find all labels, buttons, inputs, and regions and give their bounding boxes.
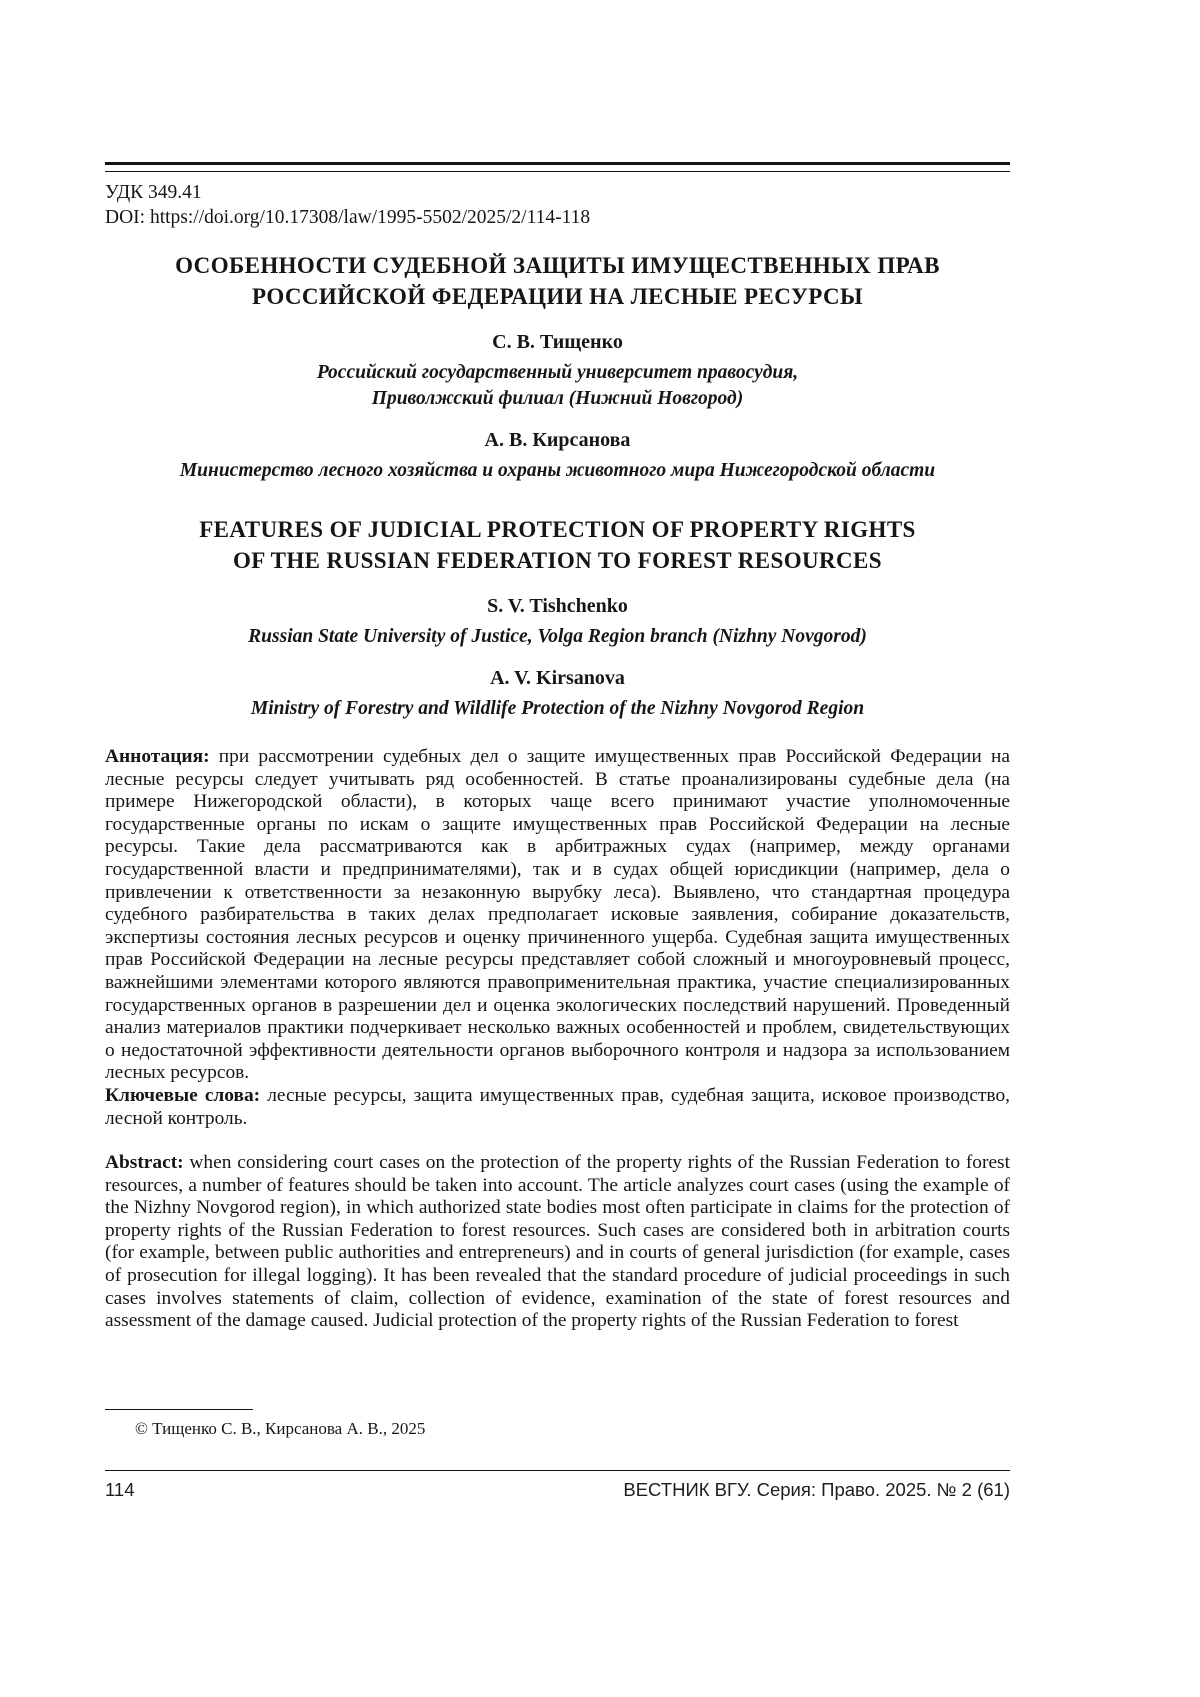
author-en-2: A. V. Kirsanova	[490, 667, 625, 689]
article-meta	[105, 180, 1010, 230]
author-ru-1: С. В. Тищенко	[492, 331, 623, 353]
abstract-en-text: when considering court cases on the protection of the property rights of the Russian Federation to forest resources, a number of features should be taken into account. The article analyzes court cases (using the example of the Nizhny Novgorod region), in which authorized state bodies most often participate in claims for the protection of property rights of the Russian Federation to forest resources. Such cases are considered both in arbitration courts (for example, between public authorities and entrepreneurs) and in courts of general jurisdiction (for example, cases of prosecution for illegal logging). It has been revealed that the standard procedure of judicial proceedings in such cases involves statements of claim, collection of evidence, examination of the state of forest resources and assessment of the damage caused. Judicial protection of the property rights of the Russian Federation to forest	[105, 1152, 1010, 1332]
article-title-en: FEATURES OF JUDICIAL PROTECTION OF PROPERTY RIGHTS OF THE RUSSIAN FEDERATION TO FOREST RESOURCES	[199, 517, 916, 573]
affiliation-ru-1: Российский государственный университет правосудия, Приволжский филиал (Нижний Новгород)	[316, 362, 799, 409]
keywords-ru	[105, 1085, 1010, 1130]
affiliation-ru-2: Министерство лесного хозяйства и охраны животного мира Нижегородской области	[179, 460, 936, 481]
affiliation-en-1: Russian State University of Justice, Volga Region branch (Nizhny Novgorod)	[248, 626, 867, 647]
author-en-1: S. V. Tishchenko	[487, 595, 628, 617]
copyright-footnote	[105, 1399, 1010, 1440]
keywords-ru-text: лесные ресурсы, защита имущественных прав, судебная защита, исковое производство, лесной контроль.	[105, 1084, 1010, 1129]
abstract-ru-text: при рассмотрении судебных дел о защите имущественных прав Российской Федерации на лесные ресурсы следует учитывать ряд особенностей. В статье проанализированы судебные дела (на примере Нижегородской области), в которых чаще всего принимают участие уполномоченные государственные органы по искам о защите имущественных прав Российской Федерации на лесные ресурсы. Такие дела рассматриваются как в арбитражных судах (например, между органами государственной власти и предпринимателями), так и в судах общей юрисдикции (например, дела о привлечении к ответственности за незаконную вырубку леса). Выявлено, что стандартная процедура судебного разбирательства в таких делах предполагает исковые заявления, собирание доказательств, экспертизы состояния лесных ресурсов и оценку причиненного ущерба. Судебная защита имущественных прав Российской Федерации на лесные ресурсы представляет собой сложный и многоуровневый процесс, важнейшими элементами которого являются правоприменительная практика, участие специализированных государственных органов в разрешении дел и оценка экологических последствий нарушений. Проведенный анализ материалов практики подчеркивает несколько важных особенностей и проблем, свидетельствующих о недостаточной эффективности деятельности органов выборочного контроля и надзора за использованием лесных ресурсов.	[105, 746, 1010, 1084]
abstract-ru-label: Аннотация:	[105, 746, 210, 767]
header-double-rule	[105, 162, 1010, 172]
affiliation-en-2: Ministry of Forestry and Wildlife Protection of the Nizhny Novgorod Region	[250, 698, 865, 719]
doi-link: DOI: https://doi.org/10.17308/law/1995-5502/2025/2/114-118	[105, 207, 591, 228]
footer-rule	[105, 1470, 1010, 1471]
journal-reference: ВЕСТНИК ВГУ. Серия: Право. 2025. № 2 (61)	[623, 1479, 1010, 1500]
page-content	[105, 162, 1010, 1440]
author-ru-2: А. В. Кирсанова	[484, 429, 631, 451]
udk-code: УДК 349.41	[105, 182, 202, 203]
copyright-text: © Тищенко С. В., Кирсанова А. В., 2025	[135, 1419, 426, 1438]
abstract-ru	[105, 746, 1010, 1085]
keywords-ru-label: Ключевые слова:	[105, 1084, 261, 1106]
footer-row	[105, 1479, 1010, 1501]
abstract-en	[105, 1152, 1010, 1333]
page-footer	[105, 1470, 1010, 1501]
article-title-ru: ОСОБЕННОСТИ СУДЕБНОЙ ЗАЩИТЫ ИМУЩЕСТВЕННЫХ ПРАВ РОССИЙСКОЙ ФЕДЕРАЦИИ НА ЛЕСНЫЕ РЕСУРСЫ	[175, 253, 940, 309]
footnote-rule	[105, 1409, 253, 1410]
page-number: 114	[105, 1479, 135, 1500]
abstract-en-label: Abstract:	[105, 1152, 184, 1174]
